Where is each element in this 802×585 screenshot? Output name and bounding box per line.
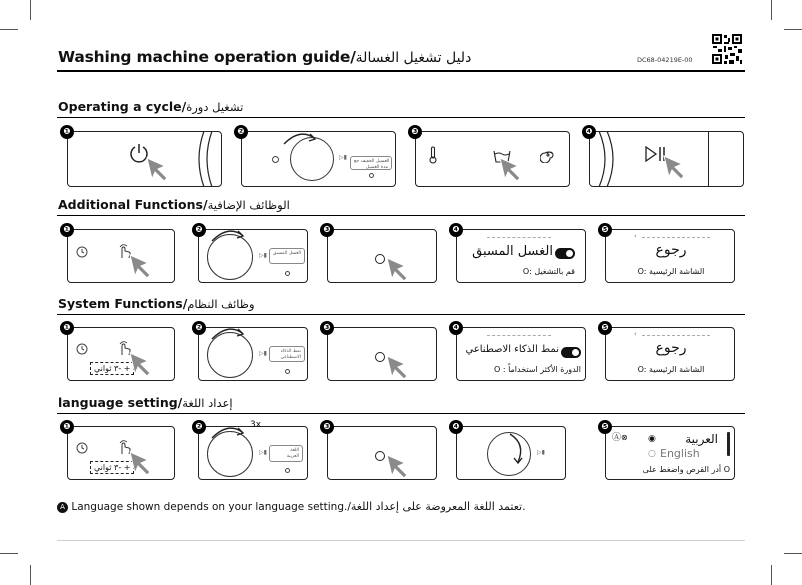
mini-display: نمط الذكاء الاصطناعي [269,346,305,362]
back-caption: O: الشاشة الرئيسية [637,267,705,276]
step-panel [67,327,175,381]
page-indicator [642,335,710,337]
timer-icon [76,246,88,258]
language-icon: Ⓐ⊗ [612,433,628,443]
toggle-on [561,347,581,358]
dial-marker: ▷▮ [537,449,545,456]
start-button-dot [375,254,385,264]
page-indicator [487,335,551,337]
temperature-icon [428,146,438,164]
pointer-cursor-icon [128,351,154,377]
mini-display: الغسل المسبق [269,248,305,264]
step-panel [327,426,437,480]
step-number-badge: ❶ [60,223,74,237]
section-rule [57,413,745,414]
step-number-badge: ❸ [320,420,334,434]
step-number-badge: ❺ [598,321,612,335]
rotate-clockwise-arrow [208,422,248,440]
radio-selected-icon: ◉ [648,434,656,444]
step-number-badge: ❺ [598,420,612,434]
repeat-count: 3x [250,420,262,430]
rotate-clockwise-arrow [208,225,248,243]
pointer-cursor-icon [662,154,688,180]
step-number-badge: ❷ [192,321,206,335]
crop-mark [784,29,802,30]
door-curve [589,131,617,187]
step-number-badge: ❺ [598,223,612,237]
dial-marker: ▷▮ [339,154,347,161]
start-button-dot [375,352,385,362]
option-label: الغسل المسبق [472,244,553,259]
crop-mark [771,0,772,20]
page-indicator [487,237,551,239]
crop-mark [30,0,31,20]
section-rule [57,215,745,216]
spin-icon [540,147,556,163]
step-panel [605,426,735,480]
door-curve [190,131,222,187]
start-dot [285,468,290,473]
option-caption: O: قم بالتشغيل [522,267,575,276]
page-indicator [642,237,710,239]
timer-icon [76,343,88,355]
hold-3-seconds-label: ٣ ثواني- + [90,362,134,375]
panel-divider [708,131,709,187]
section-rule [57,314,745,315]
radio-unselected-icon: ○ [648,449,656,459]
section-title-language-setting: language setting/إعداد اللغة [58,395,233,410]
step-panel [456,229,586,283]
pointer-cursor-icon [128,450,154,476]
step-number-badge: ❶ [60,420,74,434]
rotate-clockwise-arrow [208,323,248,341]
language-option-arabic[interactable]: العربية [685,432,718,446]
hold-3-seconds-label: ٣ ثواني- + [90,461,134,474]
note-icon: A [57,502,68,513]
start-dot [285,271,290,276]
timer-icon [76,442,88,454]
crop-mark [30,565,31,585]
step-number-badge: ❷ [192,223,206,237]
step-number-badge: ❹ [449,321,463,335]
mini-display: الغسيل الخفيف جع مدة الغسيل [350,156,392,170]
section-title-additional-functions: Additional Functions/الوظائف الإضافية [58,197,290,212]
dial-marker: ▷▮ [259,252,267,259]
mini-display: اللغة العربية [269,445,303,462]
back-caption: O: الشاشة الرئيسية [637,365,705,374]
crop-mark [784,553,802,554]
pointer-cursor-icon [498,156,524,182]
page-title: Washing machine operation guide/دليل تشغيل الغسالة [58,48,472,66]
language-option-english[interactable]: English [660,447,700,460]
step-panel [327,327,437,381]
step-number-badge: ❶ [60,125,74,139]
section-title-system-functions: System Functions/وظائف النظام [58,296,255,311]
crop-mark [0,553,18,554]
step-number-badge: ❹ [449,223,463,237]
pointer-cursor-icon [145,156,171,182]
rotate-clockwise-arrow [280,128,320,146]
step-number-badge: ❶ [60,321,74,335]
toggle-on [555,248,575,259]
back-label: رجوع [655,242,687,258]
option-label: نمط الذكاء الاصطناعي [465,344,559,355]
step-number-badge: ❸ [408,125,422,139]
step-panel [605,327,735,381]
document-code: DC68-04219E-00 [637,56,693,64]
step-panel [67,229,175,283]
pointer-cursor-icon [385,256,411,282]
start-dot [285,369,290,374]
scrollbar [727,432,730,456]
back-arrow-icon: ‹ [634,232,637,240]
pointer-cursor-icon [128,253,154,279]
section-rule [57,117,745,118]
pointer-cursor-icon [385,354,411,380]
step-number-badge: ❹ [582,125,596,139]
dial-marker: ▷▮ [259,350,267,357]
step-number-badge: ❸ [320,321,334,335]
pointer-cursor-icon [385,453,411,479]
start-button-dot [375,451,385,461]
language-note: A Language shown depends on your language setting./تعتمد اللغة المعروضة على إعداد اللغة. [57,500,526,513]
back-label: رجوع [655,340,687,356]
option-caption: O : الدورة الأكثر استخداماً [493,365,581,374]
crop-mark [0,29,18,30]
step-panel [456,327,586,381]
step-number-badge: ❹ [449,420,463,434]
language-caption: أدر القرص واضغط على O [642,465,730,474]
header-rule [57,70,745,72]
step-panel [327,229,437,283]
qr-code-icon [711,33,743,65]
start-dot [369,173,374,178]
crop-mark [771,565,772,585]
step-panel [415,131,570,187]
step-number-badge: ❷ [192,420,206,434]
power-dot [272,156,279,163]
dial-marker: ▷▮ [259,449,267,456]
step-panel [67,426,175,480]
step-panel [605,229,735,283]
page-bottom-rule [57,540,745,541]
step-number-badge: ❷ [234,125,248,139]
back-arrow-icon: ‹ [634,330,637,338]
step-number-badge: ❸ [320,223,334,237]
section-title-operating-cycle: Operating a cycle/تشغيل دورة [58,99,244,114]
rotate-clockwise-arrow [508,432,528,466]
